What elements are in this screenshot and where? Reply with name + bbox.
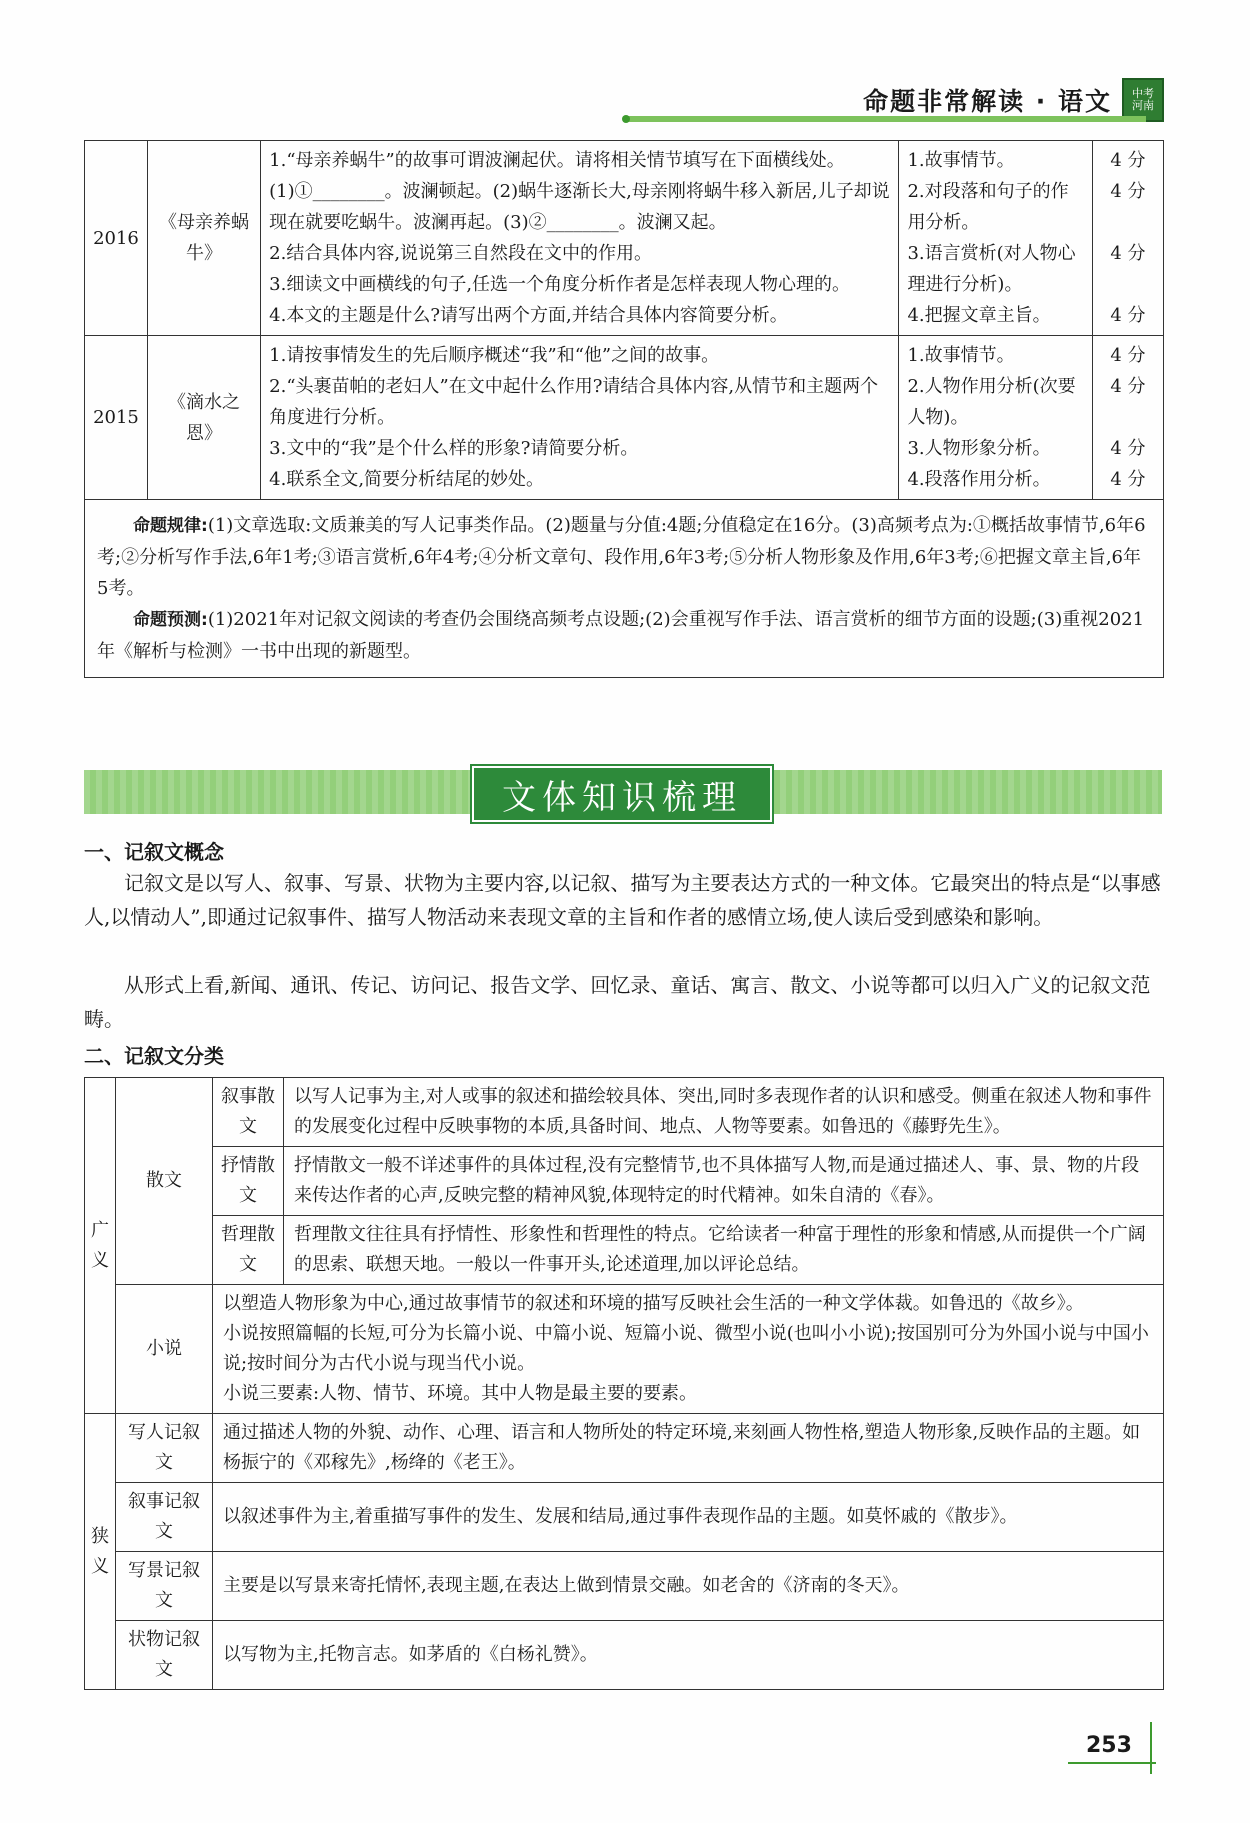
book-title: 命题非常解读 · 语文 (863, 87, 1112, 116)
essay-cell: 《母亲养蜗牛》 (147, 141, 260, 336)
table-row (85, 1552, 1164, 1621)
table-row (85, 141, 1164, 336)
type-desc: 通过描述人物的外貌、动作、心理、语言和人物所处的特定环境,来刻画人物性格,塑造人物形象,反映作品的主题。如杨振宁的《邓稼先》,杨绛的《老王》。 (213, 1414, 1164, 1483)
type-desc: 哲理散文往往具有抒情性、形象性和哲理性的特点。它给读者一种富于理性的形象和情感,从而提供一个广阔的思索、联想天地。一般以一件事开头,论述道理,加以评论总结。 (284, 1216, 1164, 1285)
table-row (85, 1147, 1164, 1216)
rule-label: 命题规律: (133, 516, 208, 536)
type-desc: 主要是以写景来寄托情怀,表现主题,在表达上做到情景交融。如老舍的《济南的冬天》。 (213, 1552, 1164, 1621)
table-row (85, 336, 1164, 500)
novel-label: 小说 (116, 1285, 213, 1414)
table-row (85, 1285, 1164, 1414)
page-number-vrule (1150, 1722, 1152, 1774)
exam-analysis-table (84, 140, 1164, 678)
table-row (85, 500, 1164, 678)
score-cell: 4 分 4 分 4 分 4 分 (1092, 336, 1163, 500)
type-label: 叙事散文 (213, 1078, 284, 1147)
questions-cell: 1.请按事情发生的先后顺序概述“我”和“他”之间的故事。 2.“头裹苗帕的老妇人”在文中起什么作用?请结合具体内容,从情节和主题两个角度进行分析。 3.文中的“我”是个什么样的形象?请简要分析。 4.联系全文,简要分析结尾的妙处。 (261, 336, 899, 500)
paragraph: 记叙文是以写人、叙事、写景、状物为主要内容,以记叙、描写为主要表达方式的一种文体。它最突出的特点是“以事感人,以情动人”,即通过记叙事件、描写人物活动来表现文章的主旨和作者的感情立场,使人读后受到感染和影响。 (84, 871, 1161, 929)
page-number-rule (1068, 1762, 1156, 1764)
table-row (85, 1483, 1164, 1552)
book-logo: 中考 河南 (1122, 78, 1164, 122)
points-cell: 1.故事情节。 2.对段落和句子的作用分析。 3.语言赏析(对人物心理进行分析)。 4.把握文章主旨。 (899, 141, 1092, 336)
narrow-label: 狭义 (85, 1414, 116, 1690)
table-row (85, 1216, 1164, 1285)
table-row (85, 1414, 1164, 1483)
type-label: 抒情散文 (213, 1147, 284, 1216)
year-cell: 2015 (85, 336, 148, 500)
type-label: 写人记叙文 (116, 1414, 213, 1483)
novel-desc: 以塑造人物形象为中心,通过故事情节的叙述和环境的描写反映社会生活的一种文学体裁。如鲁迅的《故乡》。 小说按照篇幅的长短,可分为长篇小说、中篇小说、短篇小说、微型小说(也叫小小说);按国别可分为外国小说与中国小说;按时间分为古代小说与现当代小说。 小说三要素:人物、情节、环境。其中人物是最主要的要素。 (213, 1285, 1164, 1414)
header-rule (628, 116, 1146, 122)
table-row (85, 1078, 1164, 1147)
type-desc: 以写物为主,托物言志。如茅盾的《白杨礼赞》。 (213, 1621, 1164, 1690)
year-cell: 2016 (85, 141, 148, 336)
table-row (85, 1621, 1164, 1690)
type-label: 写景记叙文 (116, 1552, 213, 1621)
banner-title: 文体知识梳理 (472, 766, 772, 822)
predict-label: 命题预测: (133, 610, 208, 630)
rules-cell (85, 500, 1164, 678)
broad-label: 广义 (85, 1078, 116, 1414)
classification-table (84, 1077, 1164, 1690)
rule-text: (1)文章选取:文质兼美的写人记事类作品。(2)题量与分值:4题;分值稳定在16分。(3)高频考点为:①概括故事情节,6年6考;②分析写作手法,6年1考;③语言赏析,6年4考;④分析文章句、段作用,6年3考;⑤分析人物形象及作用,6年3考;⑥把握文章主旨,6年5考。 (97, 515, 1146, 599)
section-heading: 二、记叙文分类 (84, 1044, 224, 1068)
questions-cell: 1.“母亲养蜗牛”的故事可谓波澜起伏。请将相关情节填写在下面横线处。 (1)①________。波澜顿起。(2)蜗牛逐渐长大,母亲刚将蜗牛移入新居,儿子却说现在就要吃蜗牛。波澜再起。(3)②________。波澜又起。 2.结合具体内容,说说第三自然段在文中的作用。 3.细读文中画横线的句子,任选一个角度分析作者是怎样表现人物心理的。 4.本文的主题是什么?请写出两个方面,并结合具体内容简要分析。 (261, 141, 899, 336)
page-number: 253 (1086, 1733, 1132, 1758)
type-desc: 抒情散文一般不详述事件的具体过程,没有完整情节,也不具体描写人物,而是通过描述人、事、景、物的片段来传达作者的心声,反映完整的精神风貌,体现特定的时代精神。如朱自清的《春》。 (284, 1147, 1164, 1216)
essay-cell: 《滴水之恩》 (147, 336, 260, 500)
section-heading: 一、记叙文概念 (84, 840, 224, 864)
type-desc: 以叙述事件为主,着重描写事件的发生、发展和结局,通过事件表现作品的主题。如莫怀戚的《散步》。 (213, 1483, 1164, 1552)
paragraph: 从形式上看,新闻、通讯、传记、访问记、报告文学、回忆录、童话、寓言、散文、小说等都可以归入广义的记叙文范畴。 (84, 973, 1151, 1031)
type-label: 哲理散文 (213, 1216, 284, 1285)
type-label: 状物记叙文 (116, 1621, 213, 1690)
prose-label: 散文 (116, 1078, 213, 1285)
score-cell: 4 分 4 分 4 分 4 分 (1092, 141, 1163, 336)
points-cell: 1.故事情节。 2.人物作用分析(次要人物)。 3.人物形象分析。 4.段落作用分析。 (899, 336, 1092, 500)
type-label: 叙事记叙文 (116, 1483, 213, 1552)
type-desc: 以写人记事为主,对人或事的叙述和描绘较具体、突出,同时多表现作者的认识和感受。侧重在叙述人物和事件的发展变化过程中反映事物的本质,具备时间、地点、人物等要素。如鲁迅的《藤野先生》。 (284, 1078, 1164, 1147)
section-banner (84, 770, 1162, 818)
predict-text: (1)2021年对记叙文阅读的考查仍会围绕高频考点设题;(2)会重视写作手法、语言赏析的细节方面的设题;(3)重视2021年《解析与检测》一书中出现的新题型。 (97, 609, 1145, 662)
